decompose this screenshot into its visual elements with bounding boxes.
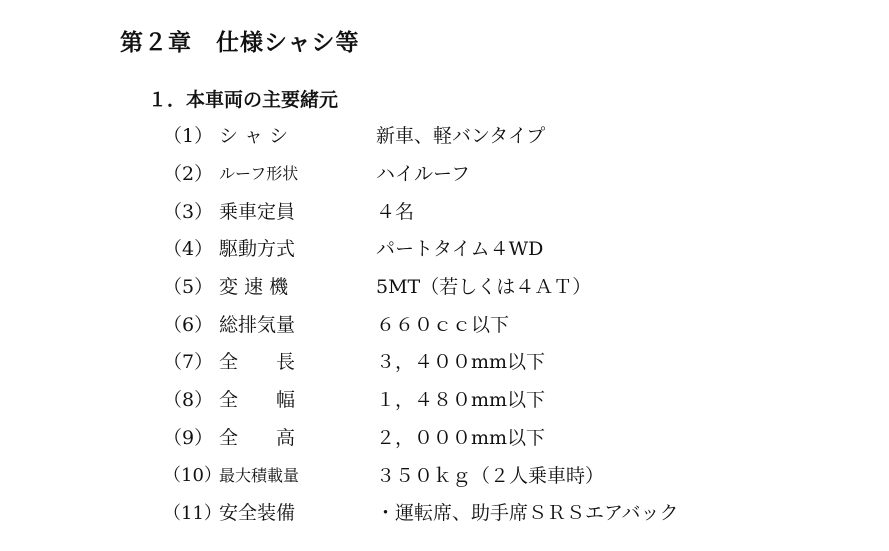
spec-label: シ ャ シ	[219, 125, 289, 148]
spec-number: （6）	[163, 313, 214, 336]
spec-value: １，４８０mm以下	[376, 389, 546, 412]
spec-number: （2）	[163, 163, 214, 186]
spec-label: 変 速 機	[219, 276, 289, 299]
spec-row	[163, 418, 678, 456]
spec-number: （3）	[163, 200, 214, 223]
spec-value: ハイルーフ	[376, 163, 471, 186]
section-heading: １．本車両の主要緒元	[148, 89, 339, 111]
spec-row	[163, 380, 678, 418]
spec-label: 総排気量	[219, 313, 296, 336]
spec-value: ・運転席、助手席ＳＲＳエアバック	[376, 502, 679, 525]
spec-label: 全 高	[219, 426, 296, 449]
spec-value: ３５０ｋｇ（２人乗車時）	[376, 464, 605, 487]
spec-number: （4）	[163, 238, 214, 261]
spec-label: ルーフ形状	[219, 164, 299, 184]
spec-number: （11）	[163, 502, 222, 524]
spec-row	[163, 154, 678, 192]
spec-value: パートタイム４WD	[376, 238, 544, 261]
chapter-title: 第２章 仕様シャシ等	[120, 30, 360, 56]
spec-row	[163, 267, 678, 305]
spec-value: ６６０ｃｃ以下	[376, 313, 510, 336]
spec-number: （9）	[163, 426, 214, 449]
spec-list	[163, 116, 678, 531]
spec-number: （1）	[163, 125, 214, 148]
spec-row	[163, 342, 678, 380]
spec-label: 乗車定員	[219, 200, 296, 223]
spec-label: 安全装備	[219, 502, 296, 525]
spec-row	[163, 304, 678, 342]
spec-value: ４名	[376, 200, 415, 223]
spec-value: ３，４００mm以下	[376, 351, 546, 374]
spec-label: 全 長	[219, 351, 296, 374]
spec-label: 駆動方式	[219, 238, 296, 261]
spec-number: （10）	[163, 465, 222, 487]
spec-row	[163, 493, 678, 531]
spec-value: 5MT（若しくは４ＡＴ）	[376, 276, 592, 299]
spec-value: 新車、軽バンタイプ	[376, 125, 546, 148]
spec-label: 最大積載量	[219, 465, 300, 485]
spec-row	[163, 116, 678, 154]
spec-row	[163, 455, 678, 493]
spec-number: （5）	[163, 276, 214, 299]
spec-number: （8）	[163, 389, 214, 412]
spec-row	[163, 191, 678, 229]
spec-label: 全 幅	[219, 389, 296, 412]
spec-row	[163, 229, 678, 267]
spec-value: ２，０００mm以下	[376, 426, 546, 449]
spec-number: （7）	[163, 351, 214, 374]
